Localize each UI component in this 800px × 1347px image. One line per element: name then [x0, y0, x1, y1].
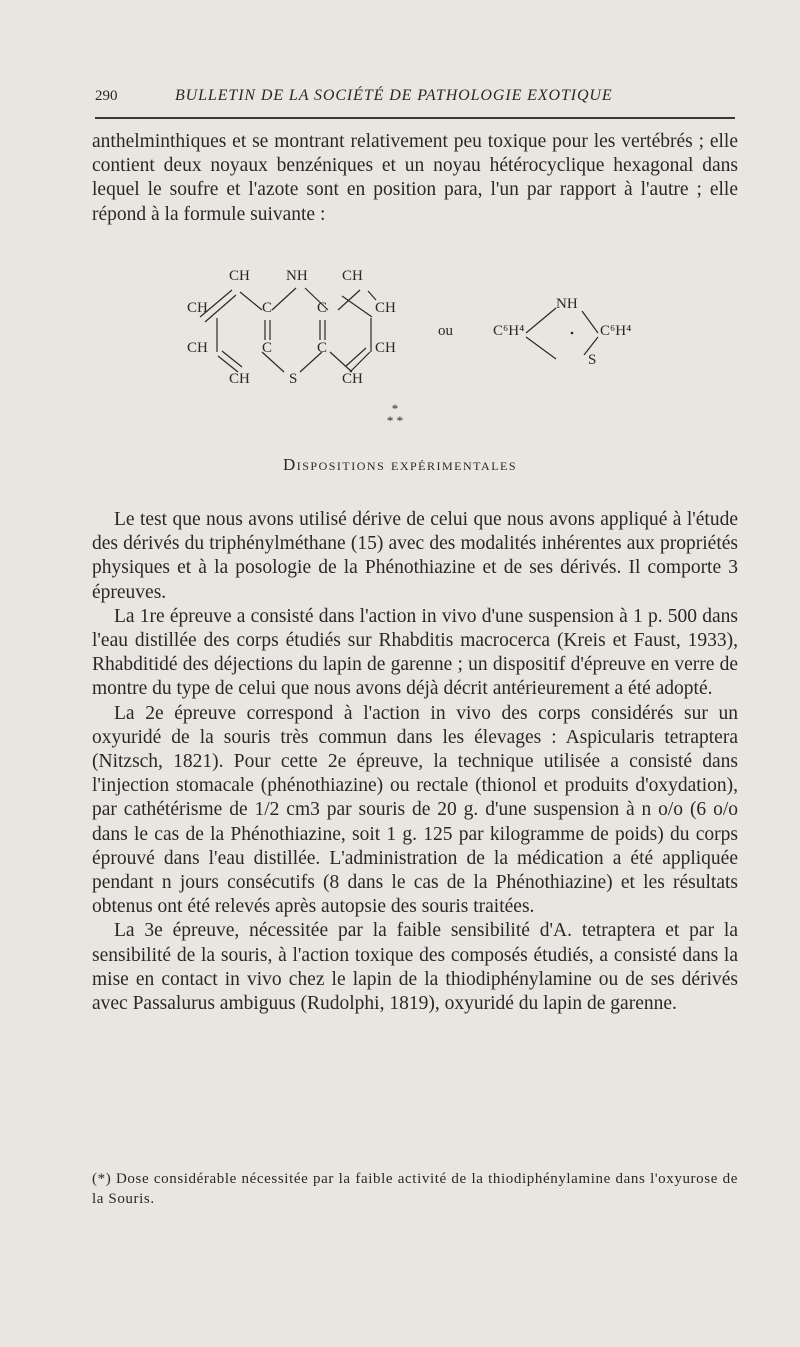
intro-text: anthelminthiques et se montrant relativement peu toxique pour les vertébrés ; elle contient deux noyaux benzéniques et un noyau hétérocyclique hexagonal dans lequel le soufre et l'azote sont en position para, l'un par rapport à l'autre ; elle répond à la formule suivante : — [92, 131, 738, 225]
atom-ch-bottom-right: CH — [342, 371, 363, 387]
section-title: Dispositions expérimentales — [282, 455, 518, 474]
atom-c2: C — [317, 300, 328, 316]
atom-ch-mid-left-upper: CH — [187, 300, 208, 316]
atom-ch-mid-right-upper: CH — [375, 300, 396, 316]
footnote: (*) Dose considérable nécessitée par la faible activité de la thiodiphénylamine dans l'oxyurose de la Souris. — [92, 1171, 738, 1207]
formula-bonds — [0, 0, 800, 400]
paragraph: La 3e épreuve, nécessitée par la faible sensibilité d'A. tetraptera et par la sensibilité de la souris, à l'action toxique des composés étudiés, a consisté dans la mise en contact in vivo chez le lapin de la thiodiphénylamine ou de ses dérivés avec Passalurus ambiguus (Rudolphi, 1819), oxyuridé du lapin de garenne. — [92, 920, 738, 1015]
atom-ch-mid-left-lower: CH — [187, 340, 208, 356]
atom-s-right: S — [588, 352, 597, 368]
formula-or: ou — [438, 323, 453, 339]
page-number: 290 — [95, 88, 118, 104]
atom-c6h4-right: C⁶H⁴ — [600, 323, 632, 339]
atom-s-bottom: S — [289, 371, 298, 387]
paragraph: Le test que nous avons utilisé dérive de celui que nous avons appliqué à l'étude des dérivés du triphénylméthane (15) avec des modalités inhérentes aux propriétés physiques et à la posologie de la Phénothiazine et de ses dérivés. Il comporte 3 épreuves. — [92, 509, 738, 603]
asterism: * * * — [386, 401, 404, 428]
atom-nh-top: NH — [286, 268, 308, 284]
running-title: BULLETIN DE LA SOCIÉTÉ DE PATHOLOGIE EXOTIQUE — [175, 87, 613, 104]
atom-ch-mid-right-lower: CH — [375, 340, 396, 356]
atom-ch-bottom-left: CH — [229, 371, 250, 387]
paragraph: La 2e épreuve correspond à l'action in vivo des corps considérés sur un oxyuridé de la souris très commun dans les élevages : Aspicularis tetraptera (Nitzsch, 1821). Pour cette 2e épreuve, la technique utilisée a consisté dans l'injection stomacale (phénothiazine) ou rectale (thionol et produits d'oxydation), par cathétérisme de 1/2 cm3 par souris de 20 g. d'une suspension à n o/o (6 o/o dans le cas de la Phénothiazine, soit 1 g. 125 par kilogramme de poids) du corps éprouvé dans l'eau distillée. L'administration de la médication a été appliquée pendant n jours consécutifs (8 dans le cas de la Phénothiazine) et les résultats obtenus ont été relevés après autopsie des souris traitées. — [92, 702, 738, 918]
atom-ch-top-right: CH — [342, 268, 363, 284]
atom-nh-right: NH — [556, 296, 578, 312]
paragraph: La 1re épreuve a consisté dans l'action in vivo d'une suspension à 1 p. 500 dans l'eau distillée des corps étudiés sur Rhabditis macrocerca (Kreis et Faust, 1933), Rhabditidé des déjections du lapin de garenne ; un dispositif d'épreuve en verre de montre du type de celui que nous avons déjà décrit antérieurement a été adopté. — [92, 605, 738, 700]
atom-ch-top-left: CH — [229, 268, 250, 284]
body-text — [92, 508, 738, 1016]
atom-c4: C — [317, 340, 328, 356]
atom-c6h4-left: C⁶H⁴ — [493, 323, 525, 339]
atom-c1: C — [262, 300, 273, 316]
atom-c3: C — [262, 340, 273, 356]
